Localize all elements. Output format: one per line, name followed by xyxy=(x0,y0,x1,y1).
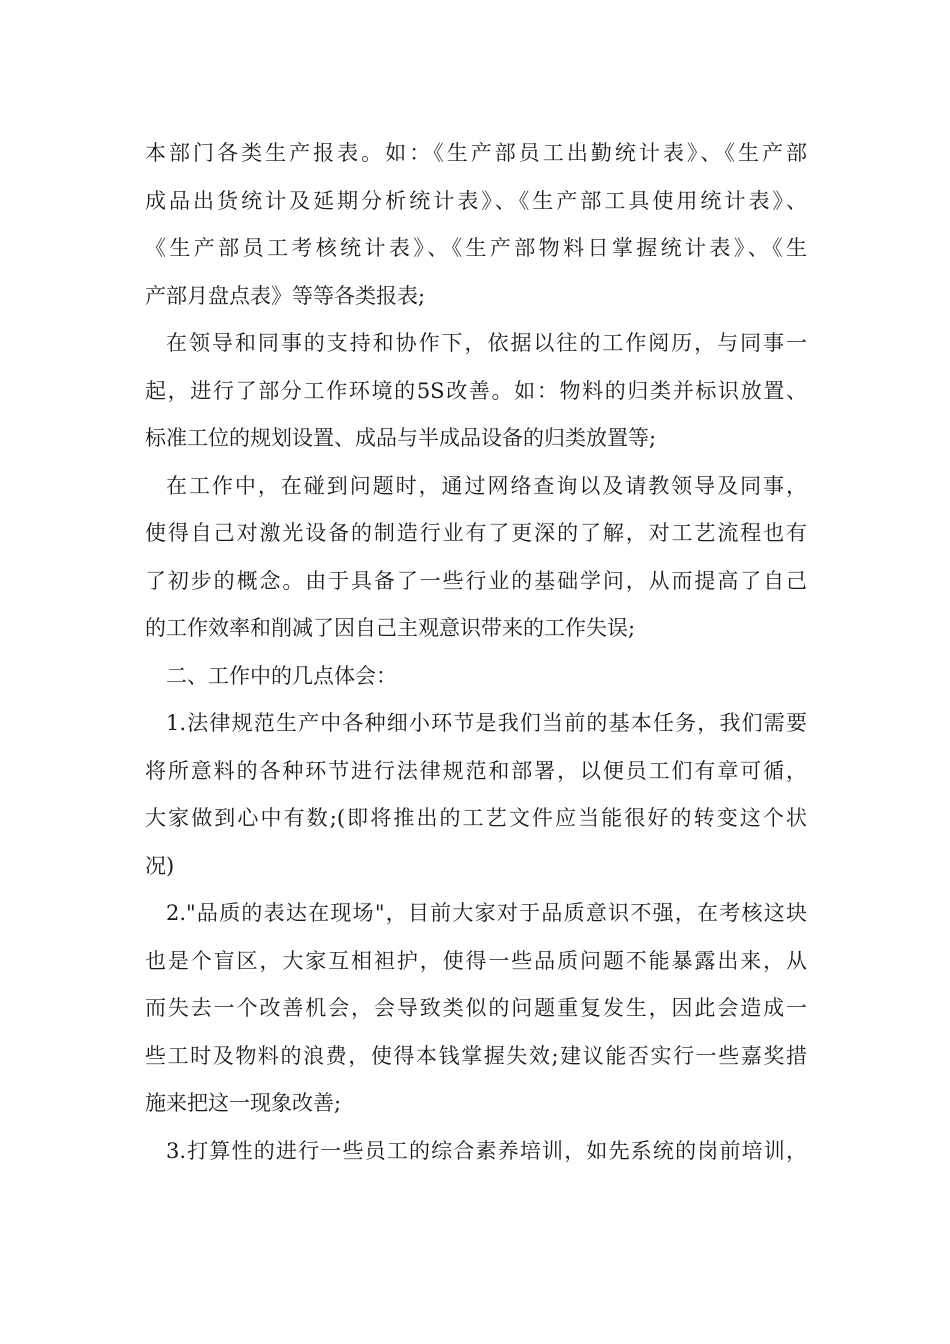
text-line: 标准工位的规划设置、成品与半成品设备的归类放置等; xyxy=(145,426,657,450)
text-line: 使得自己对激光设备的制造行业有了更深的了解，对工艺流程也有 xyxy=(145,521,807,545)
text-line: 将所意料的各种环节进行法律规范和部署，以便员工们有章可循， xyxy=(145,758,807,783)
text-line: 也是个盲区，大家互相袒护，使得一些品质问题不能暴露出来，从 xyxy=(145,948,807,973)
text-line: 起，进行了部分工作环境的5S改善。如：物料的归类并标识放置、 xyxy=(145,378,807,403)
text-line: 本部门各类生产报表。如：《生产部员工出勤统计表》、《生产部 xyxy=(145,141,807,165)
text-line: 而失去一个改善机会，会导致类似的问题重复发生，因此会造成一 xyxy=(145,996,807,1020)
text-line: 在工作中，在碰到问题时，通过网络查询以及请教领导及同事， xyxy=(166,473,807,498)
text-line: 大家做到心中有数;(即将推出的工艺文件应当能很好的转变这个状 xyxy=(145,806,807,830)
text-line: 的工作效率和削减了因自己主观意识带来的工作失误; xyxy=(145,616,636,640)
text-line: 况) xyxy=(145,853,175,878)
text-line: 些工时及物料的浪费，使得本钱掌握失效;建议能否实行一些嘉奖措 xyxy=(145,1043,807,1068)
text-line: 施来把这一现象改善; xyxy=(145,1091,342,1115)
text-line: 2."品质的表达在现场"，目前大家对于品质意识不强，在考核这块 xyxy=(166,901,807,925)
text-line: 二、工作中的几点体会： xyxy=(166,663,397,688)
text-line: 了初步的概念。由于具备了一些行业的基础学问，从而提高了自己 xyxy=(145,568,807,593)
text-line: 在领导和同事的支持和协作下，依据以往的工作阅历，与同事一 xyxy=(166,331,807,355)
text-line: 成品出货统计及延期分析统计表》、《生产部工具使用统计表》、 xyxy=(145,188,807,213)
text-line: 1.法律规范生产中各种细小环节是我们当前的基本任务，我们需要 xyxy=(166,711,807,735)
text-line: 《生产部员工考核统计表》、《生产部物料日掌握统计表》、《生 xyxy=(145,236,807,260)
text-line: 产部月盘点表》等等各类报表; xyxy=(145,283,426,308)
document-body xyxy=(145,130,807,1175)
text-line: 3.打算性的进行一些员工的综合素养培训，如先系统的岗前培训， xyxy=(166,1138,807,1163)
